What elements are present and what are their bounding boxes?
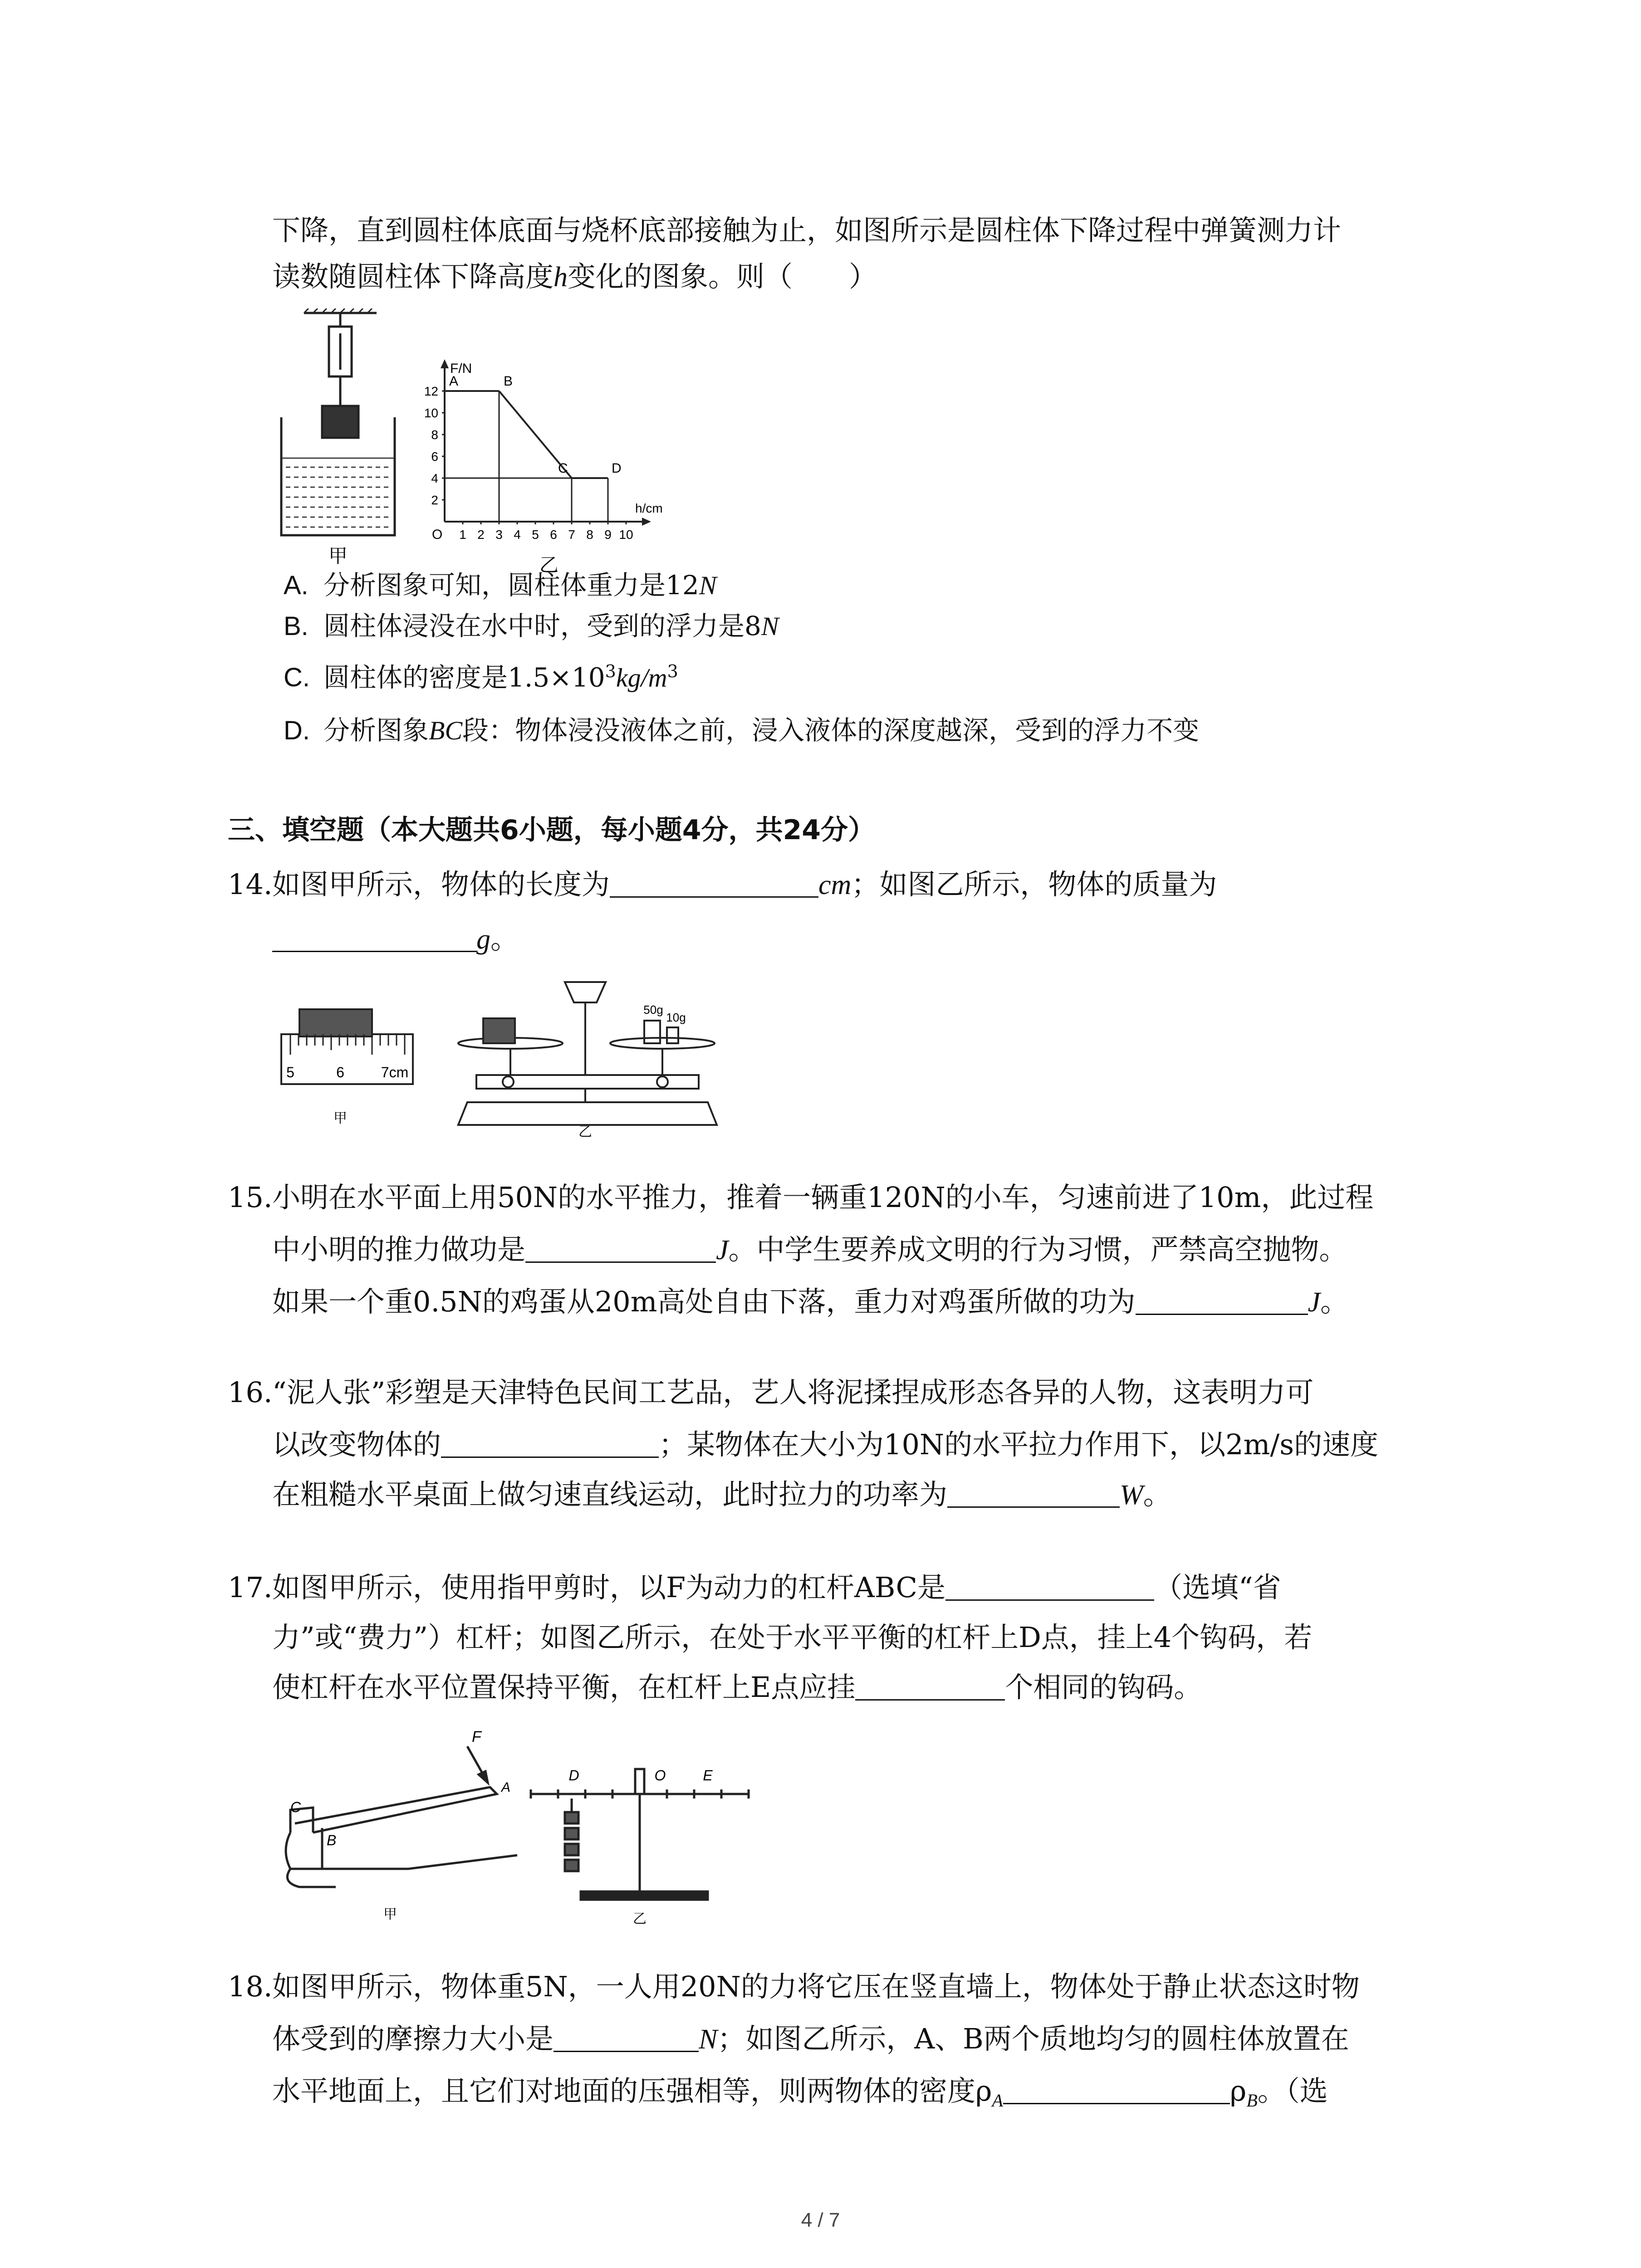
q17-line-1: 如图甲所示，使用指甲剪时，以F为动力的杠杆ABC是 （选填“省 [272, 1571, 1281, 1604]
q18-line-2: 体受到的摩擦力大小是 N；如图乙所示，A、B两个质地均匀的圆柱体放置在 [272, 2022, 1349, 2055]
x-axis-label: h/cm [635, 501, 663, 515]
q16-number: 16. [228, 1376, 273, 1409]
q17-left-caption: 甲 [383, 1907, 397, 1922]
q15-line-1: 小明在水平面上用50N的水平推力，推着一辆重120N的小车，匀速前进了10m，此过程 [272, 1181, 1374, 1214]
q14-right-caption: 乙 [578, 1124, 592, 1139]
beaker-water [282, 458, 394, 527]
point-label-b: B [504, 374, 513, 389]
q17-line-2: 力”或“费力”）杠杆；如图乙所示，在处于水平平衡的杠杆上D点，挂上4个钩码，若 [272, 1621, 1313, 1654]
option-d: D. 分析图象BC段：物体浸没液体之前，浸入液体的深度越深，受到的浮力不变 [284, 715, 1200, 746]
q16-blank-1[interactable] [441, 1429, 659, 1458]
q15-line-3: 如果一个重0.5N的鸡蛋从20m高处自由下落，重力对鸡蛋所做的功为 J。 [272, 1285, 1349, 1318]
x-tick-label: 10 [619, 528, 633, 542]
q14-line-2: g。 [272, 921, 519, 958]
clipper-label-f: F [472, 1728, 481, 1745]
option-c: C. 圆柱体的密度是$1.5\times 10^3kg/m^3$ [284, 661, 678, 693]
q14-blank-2[interactable] [272, 924, 476, 952]
q13-left-caption: 甲 [328, 545, 348, 567]
q18-blank-2[interactable] [1003, 2076, 1230, 2104]
y-axis-arrow [441, 359, 449, 368]
x-tick-label: 8 [586, 528, 593, 542]
option-a: A. 分析图象可知，圆柱体重力是12N [284, 570, 717, 601]
q18-number: 18. [228, 1970, 273, 2003]
q17-line-3: 使杠杆在水平位置保持平衡，在杠杆上E点应挂 个相同的钩码。 [272, 1671, 1202, 1704]
nail-clipper [286, 1746, 517, 1887]
x-tick-label: 6 [550, 528, 557, 542]
clipper-label-c: C [290, 1799, 301, 1815]
x-tick-label: 5 [532, 528, 539, 542]
y-axis-label: F/N [450, 361, 472, 376]
lever-label-d: D [568, 1767, 579, 1784]
lever-label-e: E [703, 1767, 713, 1784]
q15-number: 15. [228, 1181, 273, 1214]
point-label-a: A [449, 374, 459, 389]
y-tick-label: 10 [424, 406, 438, 420]
ruler-label-7cm: 7cm [381, 1064, 409, 1080]
q17-figure [272, 1719, 794, 1928]
weight-label-10g: 10g [666, 1011, 686, 1024]
y-tick-label: 4 [431, 471, 438, 485]
point-label-d: D [612, 461, 622, 476]
q14-number: 14. [228, 868, 273, 901]
q16-line-3: 在粗糙水平桌面上做匀速直线运动，此时拉力的功率为 W。 [272, 1478, 1171, 1511]
y-tick-label: 2 [431, 493, 438, 507]
q15-line-2: 中小明的推力做功是 J。中学生要养成文明的行为习惯，严禁高空抛物。 [272, 1233, 1347, 1266]
weight-label-50g: 50g [643, 1003, 663, 1017]
ruler-label-5: 5 [286, 1064, 294, 1080]
lever-label-o: O [654, 1767, 666, 1784]
q17-number: 17. [228, 1571, 273, 1604]
point-label-c: C [558, 461, 568, 476]
y-tick-label: 6 [431, 450, 438, 464]
q17-right-caption: 乙 [633, 1911, 647, 1926]
clipper-label-b: B [327, 1832, 337, 1848]
q16-line-1: “泥人张”彩塑是天津特色民间工艺品，艺人将泥揉捏成形态各异的人物，这表明力可 [272, 1376, 1314, 1409]
origin-label: O [432, 527, 443, 542]
q18-line-3: 水平地面上，且它们对地面的压强相等，则两物体的密度$\rho_A$ $\rho_B$。（选 [272, 2074, 1328, 2111]
q16-line-2: 以改变物体的 ；某物体在大小为10N的水平拉力作用下，以2m/s的速度 [272, 1428, 1379, 1461]
q14-figure [272, 966, 749, 1139]
q18-blank-1[interactable] [554, 2024, 699, 2052]
ruler-label-6: 6 [336, 1064, 344, 1080]
q17-blank-2[interactable] [855, 1672, 1005, 1701]
x-tick-label: 9 [604, 528, 612, 542]
x-tick-label: 2 [477, 528, 485, 542]
x-axis-arrow [642, 518, 651, 526]
q13-line-1: 下降，直到圆柱体底面与烧杯底部接触为止，如图所示是圆柱体下降过程中弹簧测力计 [272, 214, 1342, 247]
option-b: B. 圆柱体浸没在水中时，受到的浮力是8N [284, 611, 779, 641]
q18-line-1: 如图甲所示，物体重5N，一人用20N的力将它压在竖直墙上，物体处于静止状态这时物 [272, 1970, 1360, 2003]
x-tick-label: 1 [459, 528, 466, 542]
balance-scale [458, 982, 717, 1125]
clipper-label-a: A [501, 1780, 511, 1795]
q15-blank-1[interactable] [525, 1234, 716, 1263]
x-tick-label: 4 [514, 528, 521, 542]
q15-blank-2[interactable] [1136, 1286, 1308, 1315]
x-tick-label: 3 [495, 528, 503, 542]
x-tick-label: 7 [568, 528, 575, 542]
q14-left-caption: 甲 [333, 1111, 347, 1126]
y-tick-label: 12 [424, 384, 438, 398]
q13-line-2: 读数随圆柱体下降高度h变化的图象。则（ ） [272, 260, 877, 293]
page-number: 4 / 7 [801, 2209, 840, 2231]
spring-scale-beaker [281, 308, 395, 535]
q13-right-caption: 乙 [539, 554, 559, 576]
force-height-graph [424, 359, 663, 542]
section-title: 三、填空题（本大题共6小题，每小题4分，共24分） [228, 814, 875, 846]
q13-figure [272, 308, 771, 581]
q14-blank-1[interactable] [610, 869, 818, 898]
q14-line-1: 如图甲所示，物体的长度为 cm；如图乙所示，物体的质量为 [272, 868, 1217, 901]
lever-apparatus [531, 1769, 749, 1900]
y-tick-label: 8 [431, 428, 438, 442]
q16-blank-2[interactable] [947, 1479, 1120, 1508]
q17-blank-1[interactable] [945, 1572, 1154, 1601]
